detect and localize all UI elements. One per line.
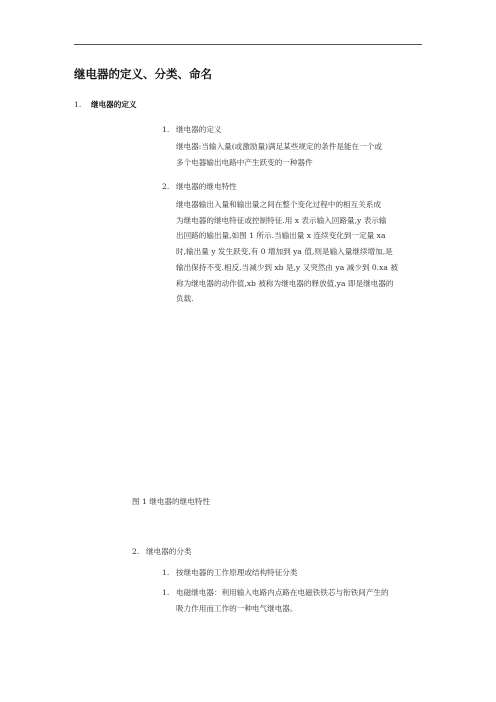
paragraph-line: 继电器输出入量和输出量之间在整个变化过程中的相互关系成 <box>176 200 382 209</box>
characteristic-paragraph <box>176 197 426 307</box>
paragraph-line: 输出保持不变.相反,当减少到 xb 是,y 又突然由 ya 减少到 0.xa 被 <box>176 262 398 272</box>
paragraph-line: 出回路的输出量,如图 1 所示.当输出量 x 连续变化到一定量 xa <box>176 231 386 241</box>
item-1-label: 继电器的定义 <box>176 125 222 134</box>
section-2-heading: 继电器的分类 <box>146 547 192 556</box>
figure-caption: 图 1 继电器的继电特性 <box>132 497 211 506</box>
paragraph-line: 继电器:当输入量(或激励量)满足某些规定的条件是能在一个或 <box>176 142 382 151</box>
section-1-number: 1. <box>74 100 82 109</box>
sub-2-number: 1. <box>162 588 170 597</box>
item-2-number: 2. <box>162 182 170 191</box>
sub-1-text: 按继电器的工作原理或结构特征分类 <box>176 568 298 577</box>
paragraph-line: 负载. <box>176 294 194 304</box>
header-rule <box>74 44 422 45</box>
paragraph-line: 电磁继电器：利用输入电路内点路在电磁铁铁芯与衔铁间产生的 <box>176 588 389 597</box>
document-title: 继电器的定义、分类、命名 <box>74 67 212 81</box>
paragraph-line: 为继电器的继电特征或控制特征.用 x 表示输入回路量,y 表示输 <box>176 215 387 225</box>
section-1-heading: 继电器的定义 <box>91 100 137 109</box>
paragraph-line: 称为继电器的动作值,xb 被称为继电器的释放值,ya 即是继电器的 <box>176 278 394 288</box>
paragraph-line: 吸力作用而工作的一种电气继电器。 <box>176 603 298 613</box>
section-2-number: 2. <box>132 547 140 556</box>
item-2-label: 继电器的继电特性 <box>176 182 237 191</box>
electromagnetic-relay-paragraph <box>176 585 426 616</box>
definition-paragraph <box>176 139 426 170</box>
sub-1-number: 1. <box>162 568 170 577</box>
paragraph-line: 多个电器输出电路中产生跃变的一种器件 <box>176 157 313 167</box>
item-1-number: 1. <box>162 125 170 134</box>
paragraph-line: 时,输出量 y 发生跃变,有 0 增加到 ya 值,则是输入量继续增加,是 <box>176 247 393 257</box>
